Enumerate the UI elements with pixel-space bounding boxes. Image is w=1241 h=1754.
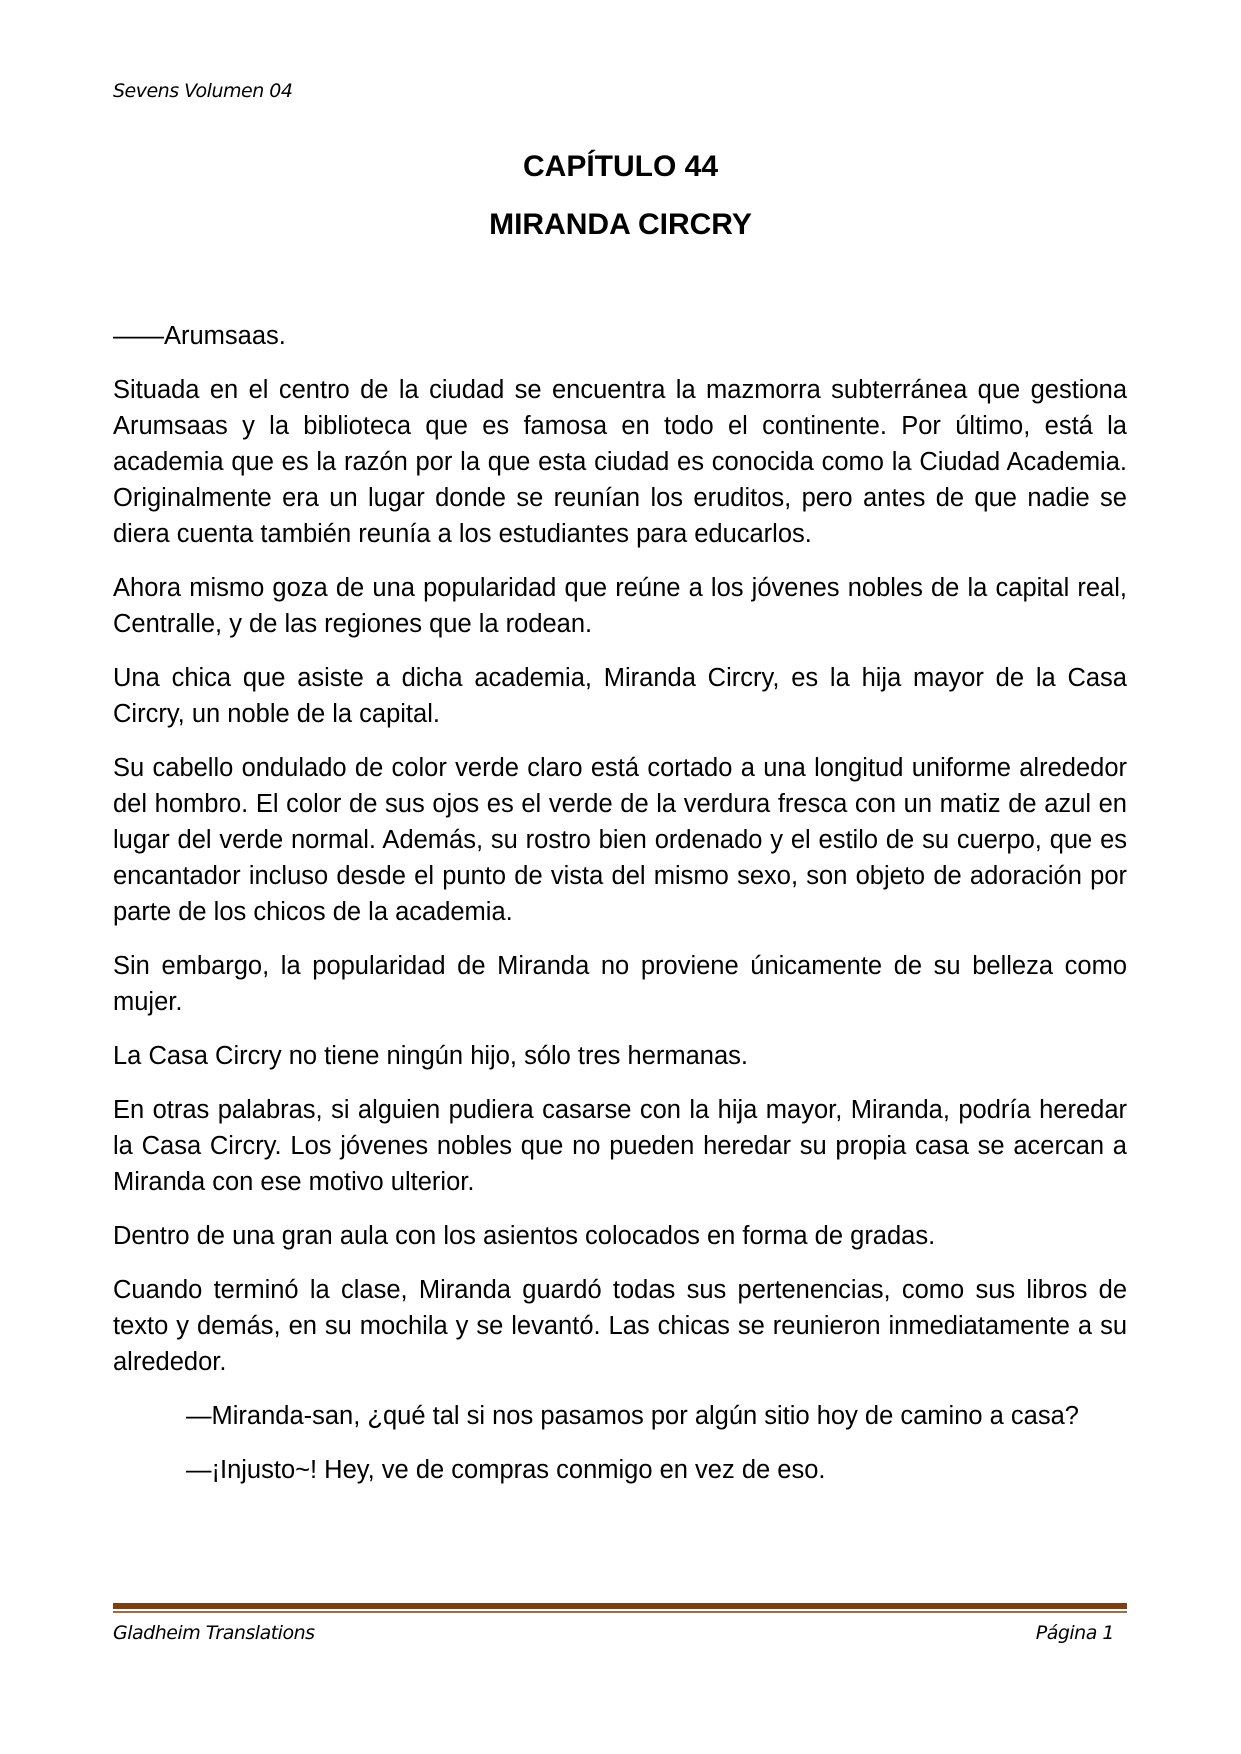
paragraph: Su cabello ondulado de color verde claro está cortado a una longitud uniforme alrededor del hombro. El color de sus ojos es el verde de la verdura fresca con un matiz de azul en lugar del verde normal. Además, su rostro bien ordenado y el estilo de su cuerpo, que es encantador incluso desde el punto de vista del mismo sexo, son objeto de adoración por parte de los chicos de la academia.	[113, 754, 1127, 926]
paragraph: Ahora mismo goza de una popularidad que reúne a los jóvenes nobles de la capital real, Centralle, y de las regiones que la rodean.	[113, 574, 1127, 638]
footer-rule-thin	[113, 1611, 1127, 1613]
footer-page-number: Página 1	[1035, 1622, 1114, 1644]
dialogue-paragraph: —¡Injusto~! Hey, ve de compras conmigo en vez de eso.	[186, 1456, 826, 1484]
paragraph: Situada en el centro de la ciudad se encuentra la mazmorra subterránea que gestiona Arumsaas y la biblioteca que es famosa en todo el continente. Por último, está la academia que es la razón por la que esta ciudad es conocida como la Ciudad Academia. Originalmente era un lugar donde se reunían los eruditos, pero antes de que nadie se diera cuenta también reunía a los estudiantes para educarlos.	[113, 376, 1127, 548]
paragraph: ——Arumsaas.	[113, 322, 286, 350]
footer-rule-thick	[113, 1603, 1127, 1609]
body-text	[113, 318, 1127, 1506]
footer-publisher: Gladheim Translations	[113, 1622, 315, 1644]
paragraph: La Casa Circry no tiene ningún hijo, sólo tres hermanas.	[113, 1042, 748, 1070]
paragraph: Dentro de una gran aula con los asientos colocados en forma de gradas.	[113, 1222, 936, 1250]
footer-rule	[113, 1603, 1127, 1614]
paragraph: En otras palabras, si alguien pudiera casarse con la hija mayor, Miranda, podría heredar la Casa Circry. Los jóvenes nobles que no pueden heredar su propia casa se acercan a Miranda con ese motivo ulterior.	[113, 1096, 1127, 1196]
chapter-number: CAPÍTULO 44	[522, 150, 719, 183]
paragraph: Cuando terminó la clase, Miranda guardó todas sus pertenencias, como sus libros de texto y demás, en su mochila y se levantó. Las chicas se reunieron inmediatamente a su alrededor.	[113, 1276, 1127, 1376]
paragraph: Una chica que asiste a dicha academia, Miranda Circry, es la hija mayor de la Casa Circry, un noble de la capital.	[113, 664, 1127, 728]
paragraph: Sin embargo, la popularidad de Miranda no proviene únicamente de su belleza como mujer.	[113, 952, 1127, 1016]
chapter-title: MIRANDA CIRCRY	[489, 208, 752, 241]
dialogue-paragraph: —Miranda-san, ¿qué tal si nos pasamos por algún sitio hoy de camino a casa?	[186, 1402, 1079, 1430]
running-header: Sevens Volumen 04	[113, 80, 293, 102]
